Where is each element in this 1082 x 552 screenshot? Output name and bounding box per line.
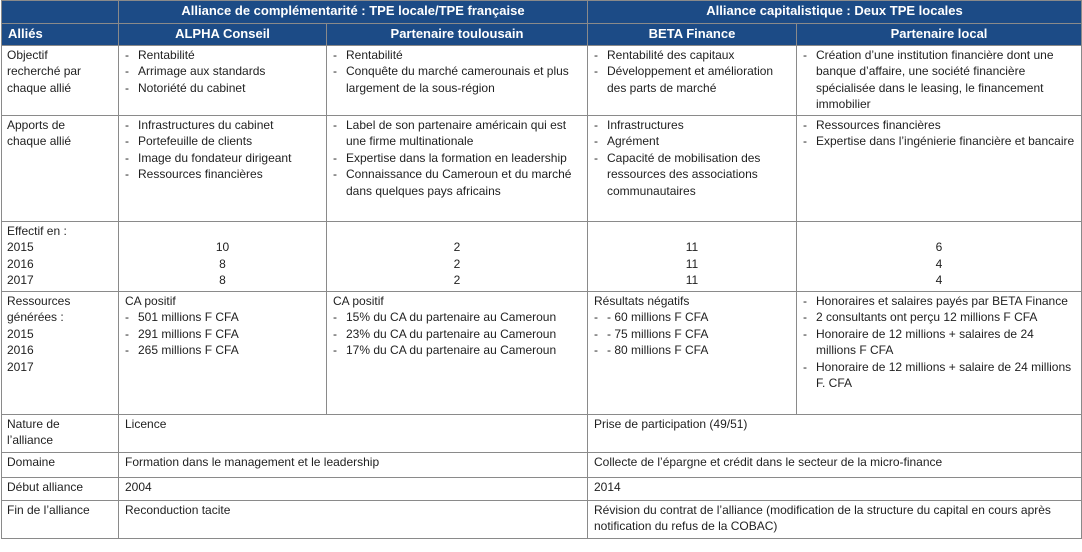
- effectif-alpha: 10 8 8: [119, 222, 327, 292]
- header-partenaire-local: Partenaire local: [797, 24, 1082, 46]
- row-debut: [2, 478, 1082, 501]
- nature-left: Licence: [119, 415, 588, 453]
- effectif-beta: 11 11 11: [588, 222, 797, 292]
- ressources-alpha: CA positif - 501 millions F CFA - 291 millions F CFA - 265 millions F CFA: [119, 292, 327, 415]
- apports-alpha: - Infrastructures du cabinet - Portefeuille de clients - Image du fondateur dirigeant - Ressources financières: [119, 116, 327, 222]
- row-domaine: [2, 453, 1082, 478]
- group-header-capitalistique: Alliance capitalistique : Deux TPE locales: [588, 1, 1082, 24]
- header-blank: [2, 1, 119, 24]
- header-allies: Alliés: [2, 24, 119, 46]
- row-fin: [2, 501, 1082, 539]
- row-effectif: [2, 222, 1082, 292]
- fin-left: Reconduction tacite: [119, 501, 588, 539]
- label-objectif: Objectif recherché par chaque allié: [2, 46, 119, 116]
- apports-local: - Ressources financières - Expertise dans l’ingénierie financière et bancaire: [797, 116, 1082, 222]
- header-alpha-conseil: ALPHA Conseil: [119, 24, 327, 46]
- group-header-complementarite: Alliance de complémentarité : TPE locale/TPE française: [119, 1, 588, 24]
- row-apports: [2, 116, 1082, 222]
- domaine-left: Formation dans le management et le leadership: [119, 453, 588, 478]
- header-beta-finance: BETA Finance: [588, 24, 797, 46]
- ressources-local: - Honoraires et salaires payés par BETA Finance - 2 consultants ont perçu 12 millions F CFA - Honoraire de 12 millions + salaires de 24 millions F CFA - Honoraire de 12 millions + salaire de 24 millions F. CFA: [797, 292, 1082, 415]
- label-apports: Apports de chaque allié: [2, 116, 119, 222]
- label-nature: Nature de l’alliance: [2, 415, 119, 453]
- effectif-toulousain: 2 2 2: [327, 222, 588, 292]
- label-domaine: Domaine: [2, 453, 119, 478]
- row-objectif: [2, 46, 1082, 116]
- ressources-beta: Résultats négatifs - - 60 millions F CFA - - 75 millions F CFA - - 80 millions F CFA: [588, 292, 797, 415]
- ressources-toulousain: CA positif - 15% du CA du partenaire au Cameroun - 23% du CA du partenaire au Cameroun - 17% du CA du partenaire au Cameroun: [327, 292, 588, 415]
- apports-beta: - Infrastructures - Agrément - Capacité de mobilisation des ressources des associations communautaires: [588, 116, 797, 222]
- row-nature: [2, 415, 1082, 453]
- apports-toulousain: - Label de son partenaire américain qui est une firme multinationale - Expertise dans la formation en leadership - Connaissance du Cameroun et du marché dans quelques pays africains: [327, 116, 588, 222]
- objectif-beta: - Rentabilité des capitaux - Développement et amélioration des parts de marché: [588, 46, 797, 116]
- label-ressources: Ressources générées : 2015 2016 2017: [2, 292, 119, 415]
- nature-right: Prise de participation (49/51): [588, 415, 1082, 453]
- label-debut: Début alliance: [2, 478, 119, 501]
- fin-right: Révision du contrat de l’alliance (modification de la structure du capital en cours après notification du refus de la COBAC): [588, 501, 1082, 539]
- debut-left: 2004: [119, 478, 588, 501]
- row-ressources: [2, 292, 1082, 415]
- label-effectif: Effectif en : 2015 2016 2017: [2, 222, 119, 292]
- effectif-local: 6 4 4: [797, 222, 1082, 292]
- label-fin: Fin de l’alliance: [2, 501, 119, 539]
- header-partenaire-toulousain: Partenaire toulousain: [327, 24, 588, 46]
- objectif-local: - Création d’une institution financière dont une banque d’affaire, une société financière spécialisée dans le leasing, le financement immobilier: [797, 46, 1082, 116]
- alliance-comparison-table: [1, 0, 1082, 539]
- debut-right: 2014: [588, 478, 1082, 501]
- objectif-alpha: - Rentabilité - Arrimage aux standards - Notoriété du cabinet: [119, 46, 327, 116]
- objectif-toulousain: - Rentabilité - Conquête du marché camerounais et plus largement de la sous-région: [327, 46, 588, 116]
- domaine-right: Collecte de l’épargne et crédit dans le secteur de la micro-finance: [588, 453, 1082, 478]
